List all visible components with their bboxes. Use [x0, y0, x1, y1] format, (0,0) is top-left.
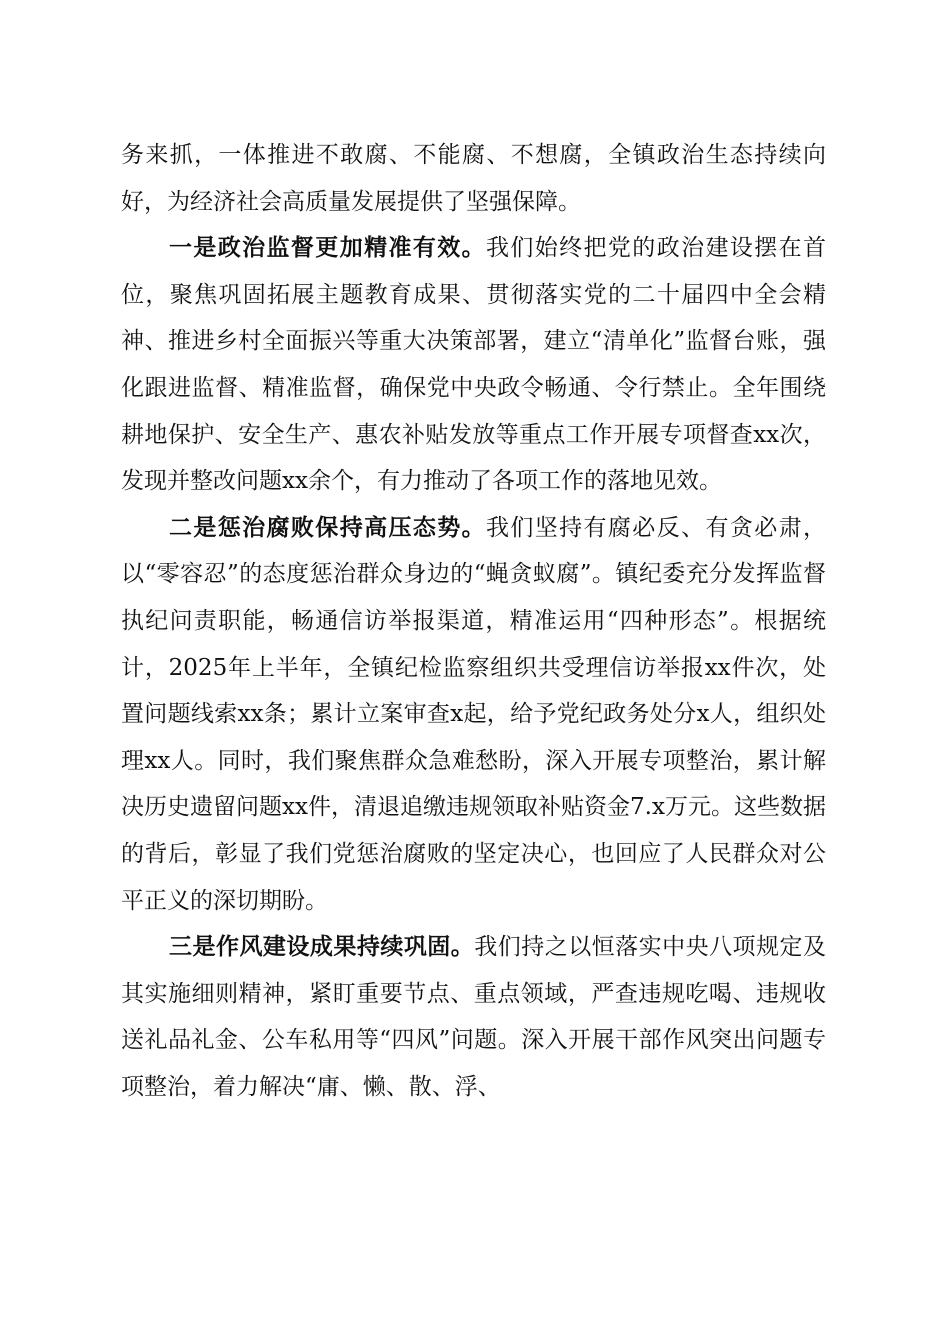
document-body	[121, 132, 826, 1110]
paragraph-text: 我们始终把党的政治建设摆在首位，聚焦巩固拓展主题教育成果、贯彻落实党的二十届四中全会精神、推进乡村全面振兴等重大决策部署，建立“清单化”监督台账，强化跟进监督、精准监督，确保党中央政令畅通、令行禁止。全年围绕耕地保护、安全生产、惠农补贴发放等重点工作开展专项督查xx次，发现并整改问题xx余个，有力推动了各项工作的落地见效。	[121, 235, 827, 495]
paragraph-anti-corruption	[121, 505, 826, 924]
paragraph-continuation	[121, 132, 826, 225]
paragraph-heading: 三是作风建设成果持续巩固。	[169, 933, 475, 961]
paragraph-text: 务来抓，一体推进不敢腐、不能腐、不想腐，全镇政治生态持续向好，为经济社会高质量发展提供了坚强保障。	[121, 142, 826, 215]
paragraph-political-supervision	[121, 225, 826, 505]
paragraph-heading: 一是政治监督更加精准有效。	[169, 234, 486, 262]
paragraph-text: 我们持之以恒落实中央八项规定及其实施细则精神，紧盯重要节点、重点领域，严查违规吃喝、违规收送礼品礼金、公车私用等“四风”问题。深入开展干部作风突出问题专项整治，着力解决“庸、懒、散、浮、	[121, 934, 827, 1100]
paragraph-work-style	[121, 924, 826, 1110]
paragraph-heading: 二是惩治腐败保持高压态势。	[169, 513, 486, 541]
paragraph-text: 我们坚持有腐必反、有贪必肃，以“零容忍”的态度惩治群众身边的“蝇贪蚁腐”。镇纪委充分发挥监督执纪问责职能，畅通信访举报渠道，精准运用“四种形态”。根据统计，2025年上半年，全镇纪检监察组织共受理信访举报xx件次，处置问题线索xx条；累计立案审查x起，给予党纪政务处分x人，组织处理xx人。同时，我们聚焦群众急难愁盼，深入开展专项整治，累计解决历史遗留问题xx件，清退追缴违规领取补贴资金7.x万元。这些数据的背后，彰显了我们党惩治腐败的坚定决心，也回应了人民群众对公平正义的深切期盼。	[121, 514, 827, 914]
